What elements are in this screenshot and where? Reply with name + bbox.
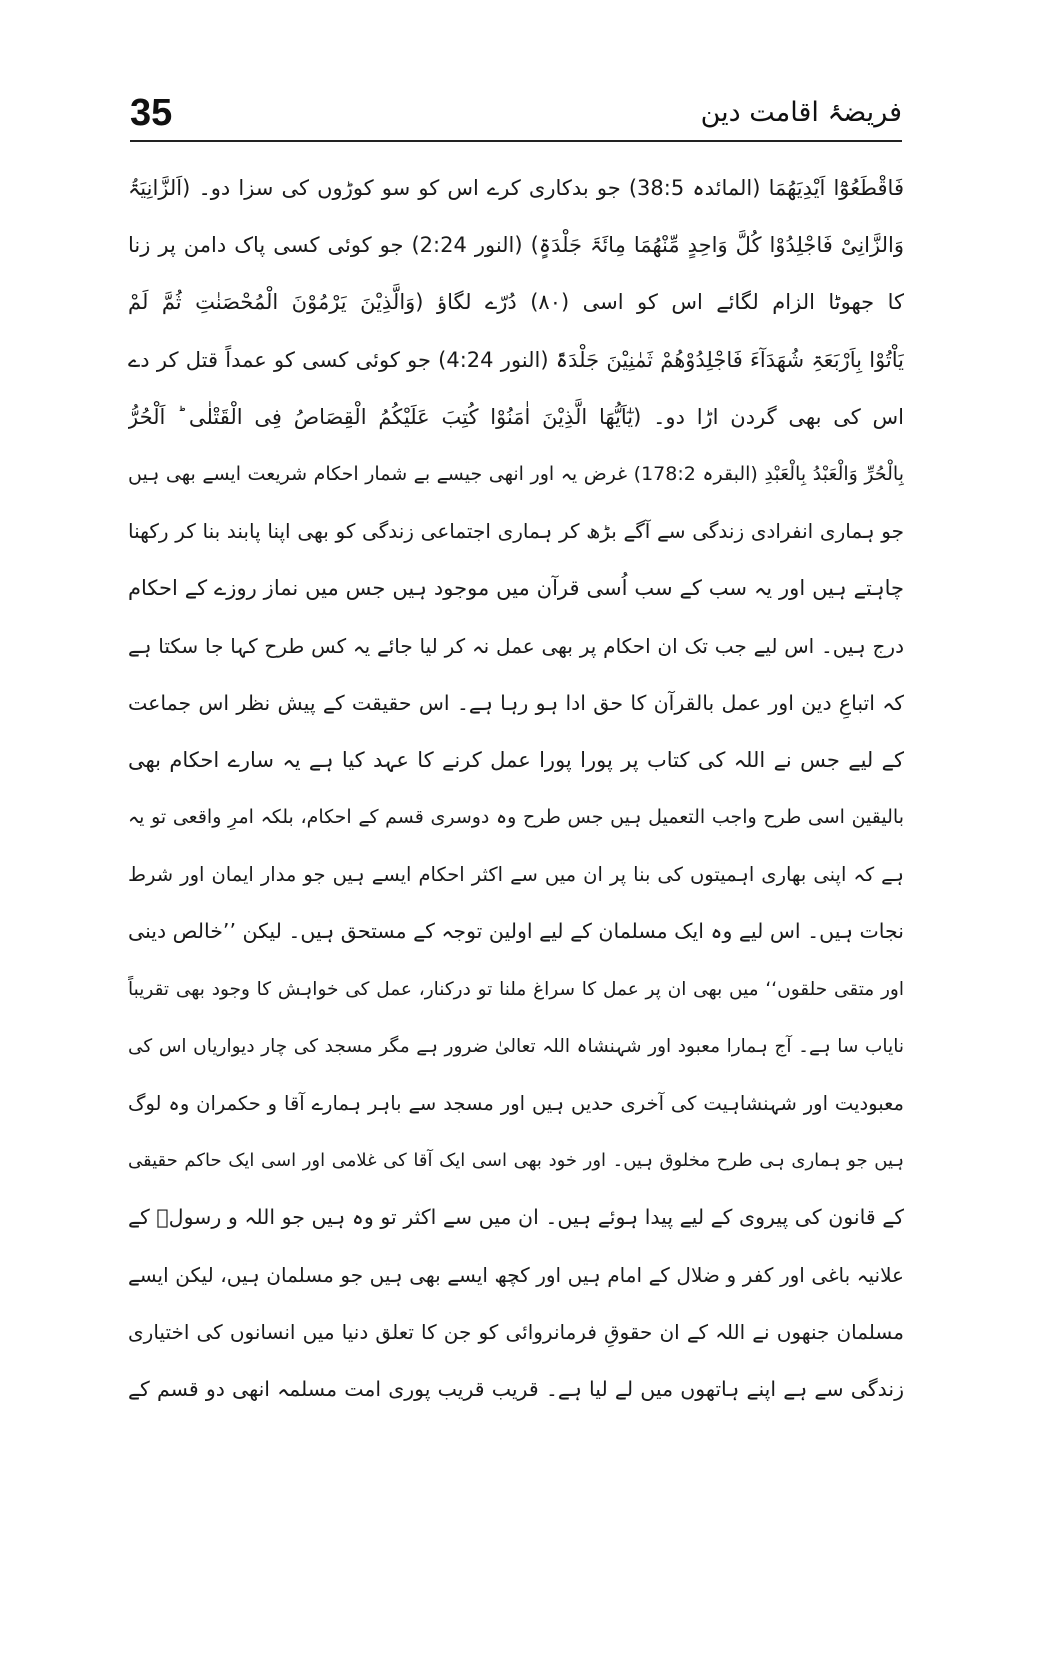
text-line: کا جھوٹا الزام لگائے اس کو اسی (۸۰) دُرّے لگاؤ (وَالَّذِیْنَ یَرْمُوْنَ الْمُحْصَنٰتِ ثُمَّ لَمْ [128,290,904,315]
text-line: وَالزَّانِیْ فَاجْلِدُوْا کُلَّ وَاحِدٍ مِّنْھُمَا مِائَۃَ جَلْدَۃٍ) (النور 2:24) جو کوئی کسی پاک دامن پر زنا [128,233,904,258]
page-number: 35 [130,92,173,134]
text-line: چاہتے ہیں اور یہ سب کے سب اُسی قرآن میں موجود ہیں جس میں نماز روزے کے احکام [128,576,904,601]
text-line: یَاْتُوْا بِاَرْبَعَۃِ شُھَدَآءَ فَاجْلِدُوْھُمْ ثَمٰنِیْنَ جَلْدَۃً (النور 4:24) جو کوئی کسی کو عمداً قتل کر دے [128,347,904,372]
text-line: معبودیت اور شہنشاہیت کی آخری حدیں ہیں اور مسجد سے باہر ہمارے آقا و حکمران وہ لوگ [128,1092,904,1115]
running-title: فریضۂ اقامت دین [700,97,902,128]
text-line: کے لیے جس نے اللہ کی کتاب پر پورا پورا عمل کرنے کا عہد کیا ہے یہ سارے احکام بھی [128,747,904,772]
text-line: زندگی سے ہے اپنے ہاتھوں میں لے لیا ہے۔ قریب قریب پوری امت مسلمہ انھی دو قسم کے [128,1376,904,1401]
text-line: مسلمان جنھوں نے اللہ کے ان حقوقِ فرمانروائی کو جن کا تعلق دنیا میں انسانوں کی اختیاری [128,1319,904,1344]
text-line: اور متقی حلقوں‘‘ میں بھی ان پر عمل کا سراغ ملنا تو درکنار، عمل کی خواہش کا وجود بھی تقریباً [128,978,904,1000]
page-header [130,90,902,150]
text-line: ہیں جو ہماری ہی طرح مخلوق ہیں۔ اور خود بھی اسی ایک آقا کی غلامی اور اسی ایک حاکم حقیقی [128,1150,904,1172]
text-line: بِالْحُرِّ وَالْعَبْدُ بِالْعَبْدِ (البقرہ 178:2) غرض یہ اور انھی جیسے بے شمار احکام شریعت ایسے بھی ہیں [128,462,904,485]
text-line: نایاب سا ہے۔ آج ہمارا معبود اور شہنشاہ اللہ تعالیٰ ضرور ہے مگر مسجد کی چار دیواریاں اس کی [128,1035,904,1057]
text-line: علانیہ باغی اور کفر و ضلال کے امام ہیں اور کچھ ایسے بھی ہیں جو مسلمان ہیں، لیکن ایسے [128,1262,904,1287]
text-line: اس کی بھی گردن اڑا دو۔ (یٰٓاَیُّھَا الَّذِیْنَ اٰمَنُوْا کُتِبَ عَلَیْکُمُ الْقِصَاصُ فِی الْقَتْلٰی ؕ اَلْحُرُّ [128,404,904,429]
text-line: فَاقْطَعُوْٓا اَیْدِیَھُمَا (المائدہ 38:5) جو بدکاری کرے اس کو سو کوڑوں کی سزا دو۔ (اَلزَّانِیَۃُ [128,176,904,200]
body-text [128,160,904,1418]
text-line: کہ اتباعِ دین اور عمل بالقرآن کا حق ادا ہو رہا ہے۔ اس حقیقت کے پیش نظر اس جماعت [128,690,904,715]
header-rule [130,140,902,142]
text-line: بالیقین اسی طرح واجب التعمیل ہیں جس طرح وہ دوسری قسم کے احکام، بلکہ امرِ واقعی تو یہ [128,806,904,829]
text-line: نجات ہیں۔ اس لیے وہ ایک مسلمان کے لیے اولین توجہ کے مستحق ہیں۔ لیکن ’’خالص دینی [128,919,904,944]
text-line: کے قانون کی پیروی کے لیے پیدا ہوئے ہیں۔ ان میں سے اکثر تو وہ ہیں جو اللہ و رسولؐ کے [128,1205,904,1230]
text-line: جو ہماری انفرادی زندگی سے آگے بڑھ کر ہماری اجتماعی زندگی کو بھی اپنا پابند بنا کر رکھنا [128,519,904,544]
text-line: درج ہیں۔ اس لیے جب تک ان احکام پر بھی عمل نہ کر لیا جائے یہ کس طرح کہا جا سکتا ہے [128,633,904,658]
text-line: ہے کہ اپنی بھاری اہمیتوں کی بنا پر ان میں سے اکثر احکام ایسے ہیں جو مدار ایمان اور شرط [128,863,904,887]
